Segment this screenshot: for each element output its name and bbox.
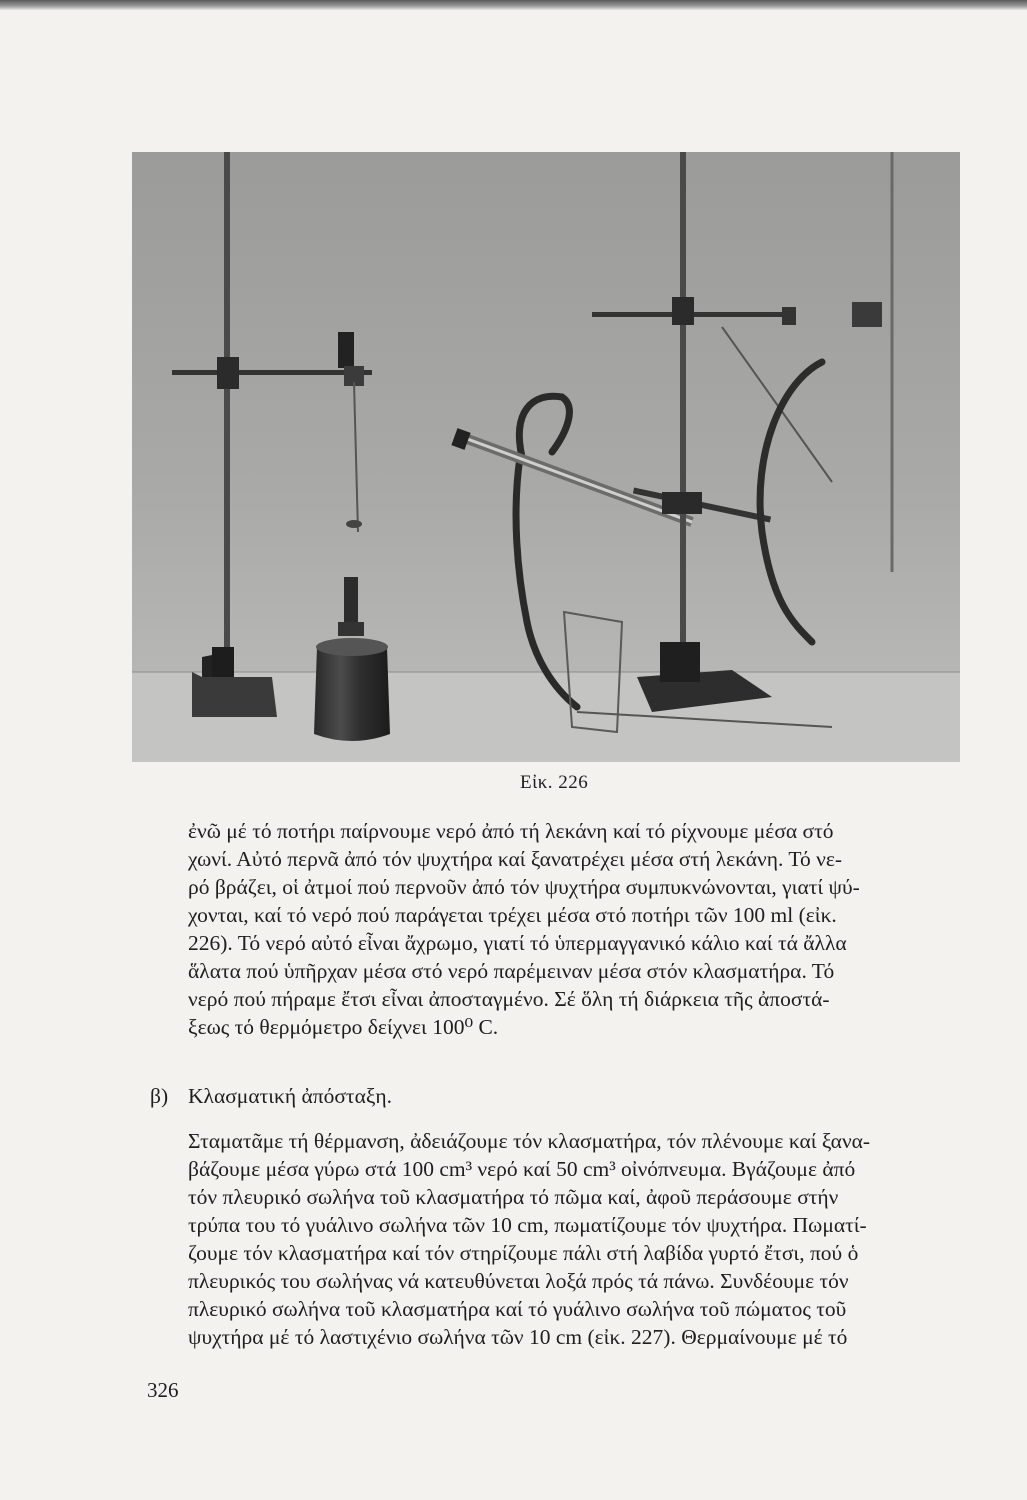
text-line: χονται, καί τό νερό πού παράγεται τρέχει μέσα στό ποτήρι τῶν 100 ml (εἰκ. [188,903,837,927]
text-line: τόν πλευρικό σωλήνα τοῦ κλασματήρα τό πῶμα καί, ἀφοῦ περάσουμε στήν [188,1185,839,1209]
text-line: 226). Τό νερό αὐτό εἶναι ἄχρωμο, γιατί τό ὑπερμαγγανικό κάλιο καί τά ἄλλα [188,931,847,955]
figure-226 [132,152,960,762]
text-line: χωνί. Αὐτό περνᾶ ἀπό τόν ψυχτήρα καί ξανατρέχει μέσα στή λεκάνη. Τό νε- [188,847,843,871]
text-line: ξεως τό θερμόμετρο δείχνει 100⁰ C. [188,1015,499,1039]
figure-caption: Εἰκ. 226 [520,772,589,793]
right-stand-rod [680,152,686,677]
text-line: νερό πού πήραμε ἔτσι εἶναι ἀποσταγμένο. Σέ ὅλη τή διάρκεια τῆς ἀποστά- [188,987,830,1011]
distillation-apparatus-photo [132,152,960,762]
text-line: ρό βράζει, οἱ ἀτμοί πού περνοῦν ἀπό τόν ψυχτήρα συμπυκνώνονται, γιατί ψύ- [188,875,860,899]
text-line: πλευρικό σωλήνα τοῦ κλασματήρα καί τό γυάλινο σωλήνα τοῦ πώματος τοῦ [188,1297,847,1321]
text-line: τρύπα του τό γυάλινο σωλήνα τῶν 10 cm, πωματίζουμε τόν ψυχτήρα. Πωματί- [188,1213,867,1237]
text-line: ζουμε τόν κλασματήρα καί τόν στηρίζουμε πάλι στή λαβίδα γυρτό ἔτσι, πού ὁ [188,1241,859,1265]
text-line: Σταματᾶμε τή θέρμανση, ἀδειάζουμε τόν κλασματήρα, τόν πλένουμε καί ξανα- [188,1129,871,1153]
section-label: β) [150,1084,169,1108]
text-line: βάζουμε μέσα γύρω στά 100 cm³ νερό καί 50 cm³ οἰνόπνευμα. Βγάζουμε ἀπό [188,1157,856,1181]
page-top-edge [0,0,1027,10]
text-line: ἅλατα πού ὑπῆρχαν μέσα στό νερό παρέμειναν μέσα στόν κλασματήρα. Τό [188,959,835,983]
text-line: πλευρικός του σωλήνας νά κατευθύνεται λοξά πρός τά πάνω. Συνδέουμε τόν [188,1269,849,1293]
text-line: ἐνῶ μέ τό ποτήρι παίρνουμε νερό ἀπό τή λεκάνη καί τό ρίχνουμε μέσα στό [188,819,834,843]
text-line: ψυχτήρα μέ τό λαστιχένιο σωλήνα τῶν 10 cm (εἰκ. 227). Θερμαίνουμε μέ τό [188,1325,848,1349]
left-stand-rod [224,152,230,672]
section-title: Κλασματική ἀπόσταξη. [188,1084,393,1108]
page-number: 326 [147,1378,179,1402]
